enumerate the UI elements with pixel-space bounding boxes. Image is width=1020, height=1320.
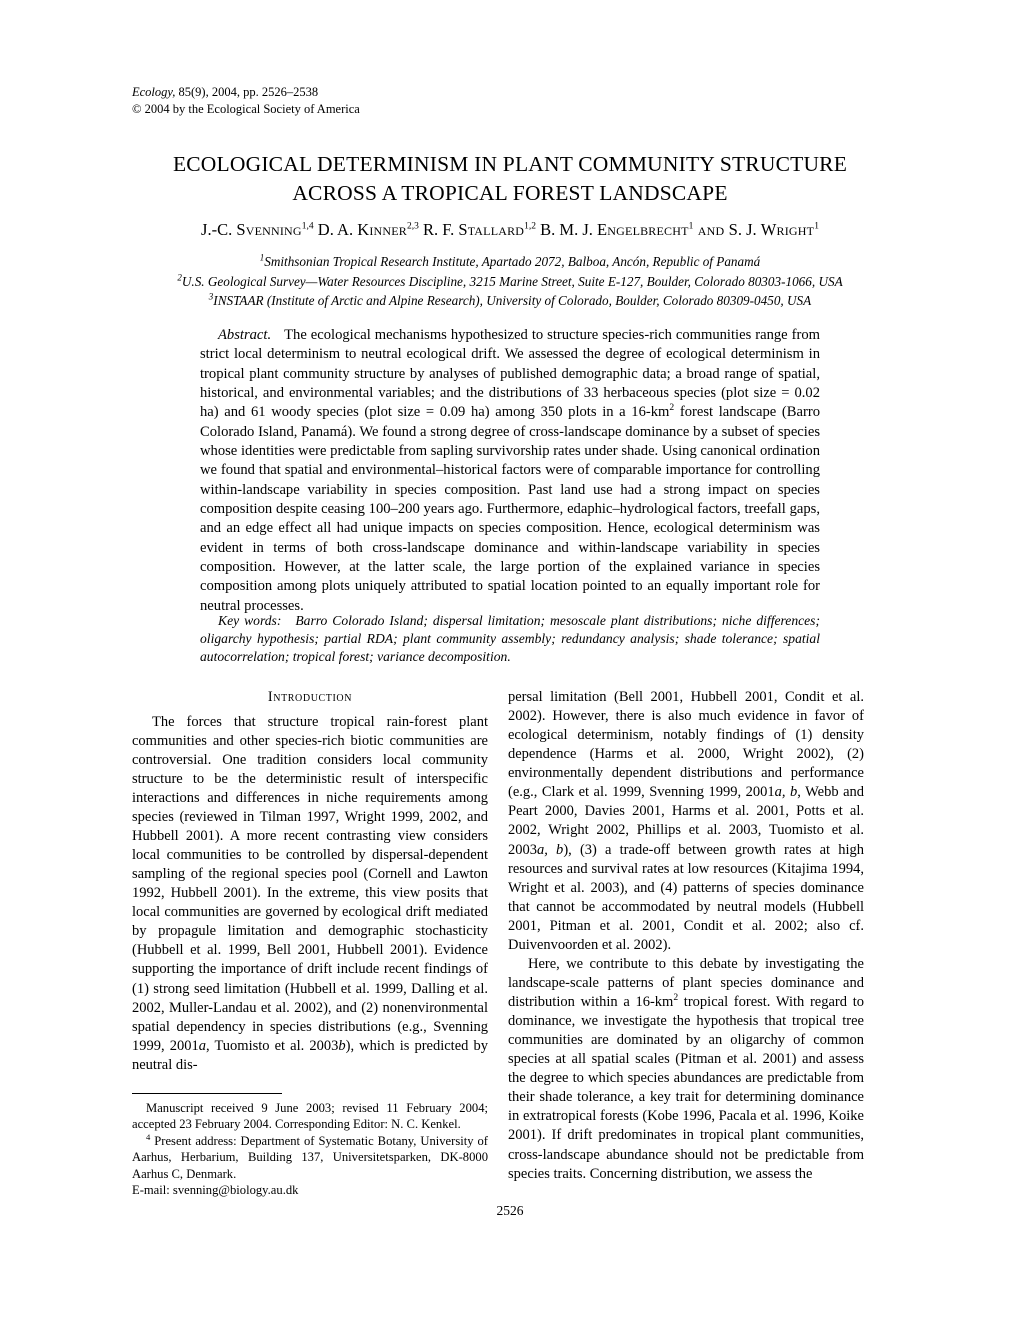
author-4-surname: Engelbrecht xyxy=(597,220,689,239)
body-column-right xyxy=(508,688,864,1184)
journal-issue-pages: 85(9), 2004, pp. 2526–2538 xyxy=(175,85,319,99)
affiliation-text: Smithsonian Tropical Research Institute, Apartado 2072, Balboa, Ancón, Republic of Panamá xyxy=(264,254,761,269)
footnote-manuscript-dates: Manuscript received 9 June 2003; revised 11 February 2004; accepted 23 February 2004. Corresponding Editor: N. C. Kenkel. xyxy=(132,1101,488,1132)
author-3-affiliation-marker: 1,2 xyxy=(524,221,537,232)
affiliation-item xyxy=(120,272,900,292)
paragraph xyxy=(132,713,488,1075)
affiliation-item xyxy=(120,291,900,311)
citation-letter: b xyxy=(338,1037,346,1054)
author-2-affiliation-marker: 2,3 xyxy=(406,221,419,232)
page-number: 2526 xyxy=(496,1203,524,1218)
abstract-text-part-2: forest landscape (Barro Colorado Island, Panamá). We found a strong degree of cross-landscape dominance by a subset of species whose identities were predictable from sapling survivorship rates under shade. Using canonical ordination we found that spatial and environmental–historical factors were of comparable importance for controlling within-landscape variability in species composition. Past land use had a strong impact on species composition despite ceasing 100–200 years ago. Furthermore, edaphic–hydrological factors, treefall gaps, and an edge effect all had unique impacts on species composition. Hence, ecological determinism was evident in terms of both cross-landscape dominance and within-landscape variability in species composition. However, at the latter scale, the large portion of the explained variance in species composition among plots uniquely attributed to spatial location pointed to an equally important role for neutral processes. xyxy=(200,404,821,614)
keywords-text: Barro Colorado Island; dispersal limitation; mesoscale plant distributions; niche differences; oligarchy hypothesis; partial RDA; plant community assembly; redundancy analysis; shade tolerance; spatial autocorrelation; tropical forest; variance decomposition. xyxy=(200,613,821,665)
footnote-divider xyxy=(132,1093,282,1094)
author-3-initials: R. F. xyxy=(418,220,459,239)
author-5-initials: S. J. xyxy=(728,220,761,239)
citation-letter: a, b xyxy=(774,784,798,801)
paragraph-text: ), (3) a trade-off between growth rates at high resources and survival rates at low resources (Kitajima 1994, Wright et al. 2003), and (4) patterns of species dominance that cannot be accommodated by neutral models (Hubbell 2001, Pitman et al. 2001, Condit et al. 2002; also cf. Duivenvoorden et al. 2002). xyxy=(508,841,865,953)
abstract-label: Abstract. xyxy=(218,327,272,343)
affiliation-marker: 2 xyxy=(177,272,182,283)
keywords-label: Key words: xyxy=(218,613,282,628)
section-heading-introduction: Introduction xyxy=(267,689,353,705)
footnote-present-address-text: Present address: Department of Systematic Botany, University of Aarhus, Herbarium, Building 137, Universitetsparken, DK-8000 Aarhus C, Denmark. xyxy=(132,1133,488,1181)
author-list-conjunction: and xyxy=(693,220,729,239)
author-4-affiliation-marker: 1 xyxy=(688,221,694,232)
paragraph-text: persal limitation (Bell 2001, Hubbell 2001, Condit et al. 2002). However, there is also much evidence in favor of ecological determinism, notably findings of (1) density dependence (Harms et al. 2000, Wright 2002), (2) environmentally dependent distributions and performance (e.g., Clark et al. 1999, Svenning 1999, 2001 xyxy=(508,689,864,801)
footnote-present-address xyxy=(132,1133,488,1182)
keywords xyxy=(200,612,820,667)
author-3-surname: Stallard xyxy=(458,220,525,239)
body-column-left xyxy=(132,688,488,1075)
footnote-marker: 4 xyxy=(146,1131,151,1142)
journal-name: Ecology, xyxy=(132,85,176,99)
citation-letter: a, b xyxy=(537,841,564,858)
paragraph-superscript: 2 xyxy=(673,992,679,1004)
paragraph-text: tropical forest. With regard to dominance, we investigate the hypothesis that tropical tree communities are dominated by an oligarchy of common species at all spatial scales (Pitman et al. 2001) and assess the degree to which species abundances are predictable from their shade tolerance, a key trait for determining dominance in extratropical forests (Kobe 1996, Pacala et al. 1996, Koike 2001). If drift predominates in tropical plant communities, cross-landscape abundance should not be predictable from species traits. Concerning distribution, we assess the xyxy=(508,994,864,1182)
page-title-line-1: ECOLOGICAL DETERMINISM IN PLANT COMMUNITY STRUCTURE xyxy=(172,152,848,176)
citation-letter: a xyxy=(198,1037,206,1054)
footnote-block xyxy=(132,1100,488,1199)
paragraph-text: ), which is predicted by neutral dis- xyxy=(132,1037,488,1073)
journal-header xyxy=(132,84,360,117)
affiliation-text: INSTAAR (Institute of Arctic and Alpine Research), University of Colorado, Boulder, Colorado 80309-0450, USA xyxy=(213,293,812,309)
paragraph-text: , Tuomisto et al. 2003 xyxy=(205,1037,339,1054)
paragraph-text: , Webb and Peart 2000, Davies 2001, Harms et al. 2001, Potts et al. 2002, Wright 2002, Phillips et al. 2003, Tuomisto et al. 2003 xyxy=(508,784,865,858)
abstract-text-part-1: The ecological mechanisms hypothesized to structure species-rich communities range from strict local determinism to neutral ecological drift. We assessed the degree of ecological determinism in tropical plant community structure by analyses of published demographic data; a broad range of spatial, historical, and environmental variables; and the distributions of 33 herbaceous species (plot size = 0.02 ha) and 61 woody species (plot size = 0.09 ha) among 350 plots in a 16-km xyxy=(200,327,820,421)
author-1-surname: Svenning xyxy=(236,220,302,239)
footnote-email: E-mail: svenning@biology.au.dk xyxy=(132,1183,299,1198)
paragraph-text: Here, we contribute to this debate by investigating the landscape-scale patterns of plant species dominance and distribution within a 16-km xyxy=(508,955,864,1010)
author-2-initials: D. A. xyxy=(313,220,358,239)
author-5-surname: Wright xyxy=(760,220,815,239)
page-title xyxy=(140,150,880,207)
affiliation-marker: 1 xyxy=(259,252,265,263)
author-list xyxy=(130,220,890,240)
author-2-surname: Kinner xyxy=(357,220,407,239)
affiliation-list xyxy=(120,252,900,311)
abstract-superscript: 2 xyxy=(669,402,675,414)
journal-citation-line xyxy=(132,84,360,101)
author-4-initials: B. M. J. xyxy=(536,220,598,239)
author-1-initials: J.-C. xyxy=(201,220,237,239)
paragraph xyxy=(508,688,864,955)
affiliation-marker: 3 xyxy=(208,291,214,302)
author-1-affiliation-marker: 1,4 xyxy=(301,221,314,232)
affiliation-item xyxy=(120,252,900,272)
journal-copyright-line: © 2004 by the Ecological Society of America xyxy=(132,101,360,116)
paragraph-text: The forces that structure tropical rain-forest plant communities and other species-rich biotic communities are controversial. One tradition considers local community structure to be the deterministic result of interspecific interactions and differences in niche requirements among species (reviewed in Tilman 1997, Wright 1999, 2002, and Hubbell 2001). A more recent contrasting view considers local communities to be controlled by dispersal-dependent sampling of the regional species pool (Cornell and Lawton 1992, Hubbell 2001). In the extreme, this view posits that local communities are governed by ecological drift mediated by propagule limitation and demographic stochasticity (Hubbell et al. 1999, Bell 2001, Hubbell 2001). Evidence supporting the importance of drift include recent findings of (1) strong seed limitation (Hubbell et al. 1999, Dalling et al. 2002, Muller-Landau et al. 2002), and (2) nonenvironmental spatial dependency in species distributions (e.g., Svenning 1999, 2001 xyxy=(132,713,488,1054)
abstract xyxy=(200,326,820,616)
affiliation-text: U.S. Geological Survey—Water Resources Discipline, 3215 Marine Street, Suite E-127, Boulder, Colorado 80303-1066, USA xyxy=(181,273,843,289)
page-title-line-2: ACROSS A TROPICAL FOREST LANDSCAPE xyxy=(292,180,728,205)
author-5-affiliation-marker: 1 xyxy=(814,221,819,232)
paragraph xyxy=(508,955,864,1184)
